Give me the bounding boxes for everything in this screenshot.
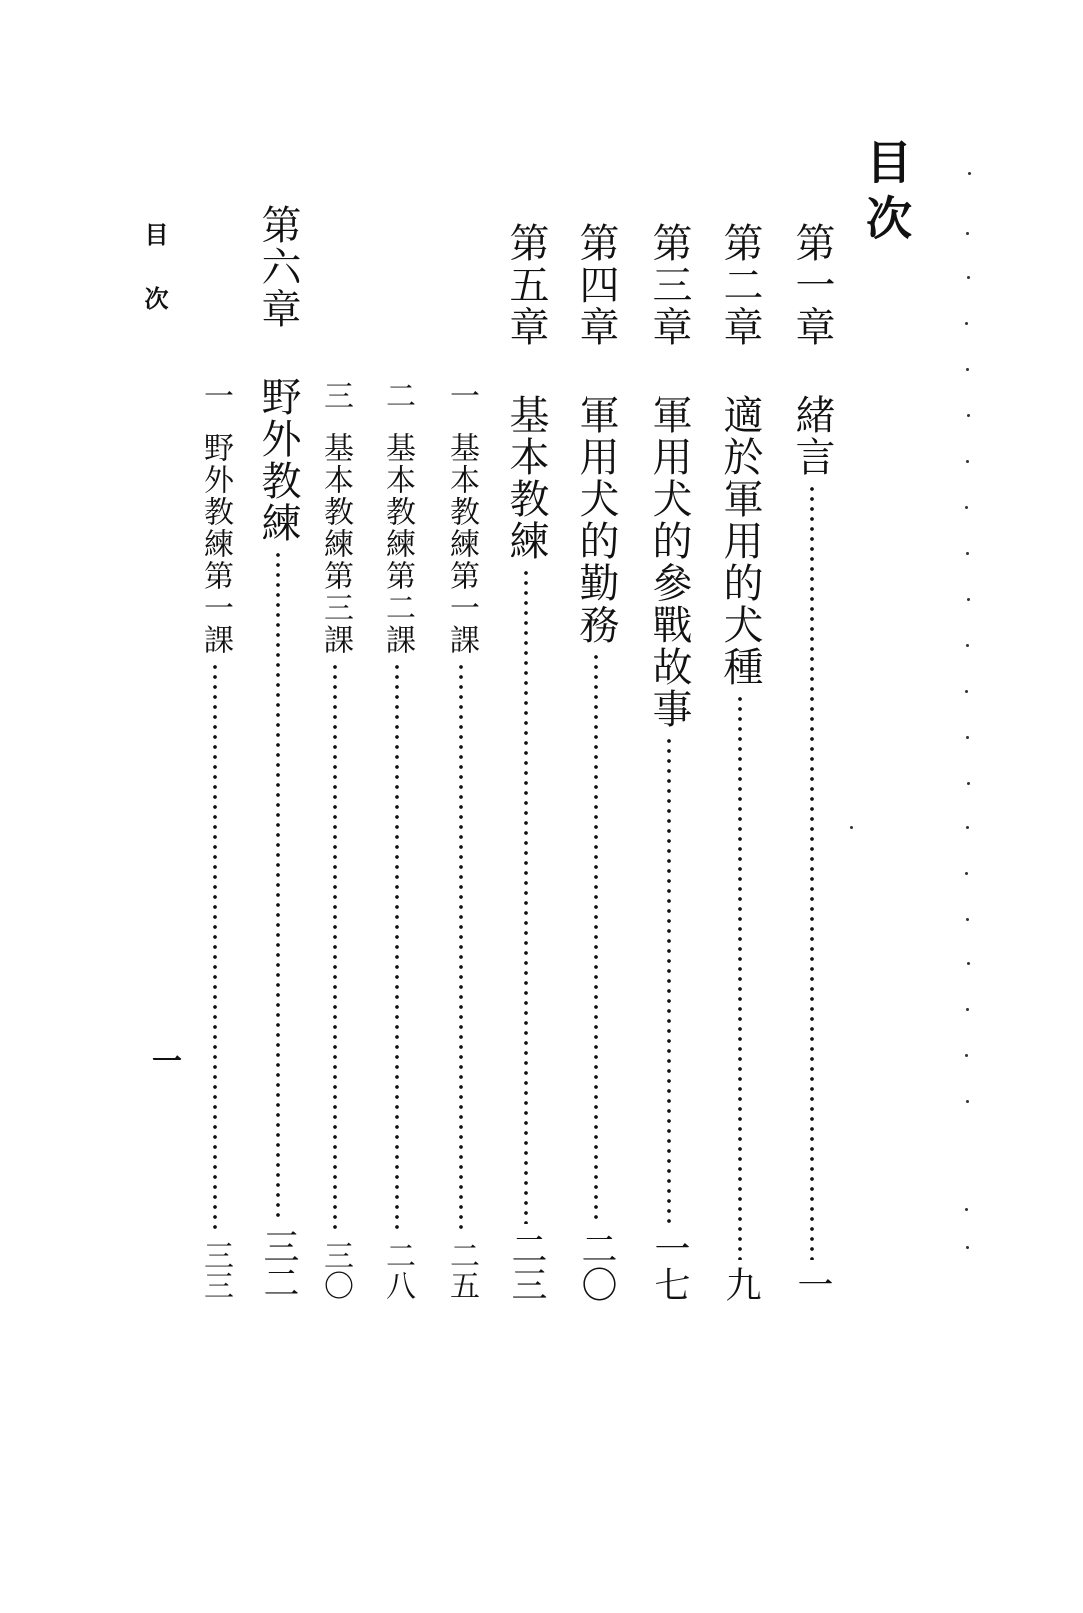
toc-entry-section bbox=[316, 380, 354, 1300]
scan-speck bbox=[967, 782, 970, 785]
dot-leader bbox=[809, 484, 815, 1260]
chapter-title: 適於軍用的犬種 bbox=[717, 394, 763, 688]
page-title: 目次 bbox=[859, 138, 913, 250]
toc-entry-section bbox=[442, 380, 480, 1300]
scan-speck bbox=[966, 644, 969, 647]
chapter-label: 第六章 bbox=[255, 204, 301, 330]
scan-speck bbox=[966, 552, 969, 555]
scan-speck bbox=[965, 1208, 968, 1211]
toc-entry-chapter-5 bbox=[502, 222, 550, 1302]
dot-leader bbox=[737, 694, 743, 1260]
scan-speck bbox=[967, 598, 970, 601]
page-number: 二〇 bbox=[576, 1230, 617, 1302]
section-number: 一 bbox=[198, 380, 233, 410]
scan-speck bbox=[967, 962, 970, 965]
scan-speck bbox=[965, 872, 968, 875]
dot-leader bbox=[458, 662, 464, 1234]
scan-speck bbox=[965, 322, 968, 325]
scan-speck bbox=[965, 1054, 968, 1057]
page-number: 九 bbox=[720, 1266, 761, 1302]
scan-speck bbox=[968, 172, 971, 175]
page-number: 二五 bbox=[444, 1240, 479, 1300]
scan-speck bbox=[965, 506, 968, 509]
scan-speck bbox=[966, 368, 969, 371]
toc-entry-chapter-2 bbox=[716, 222, 764, 1302]
chapter-title: 野外教練 bbox=[255, 376, 301, 544]
page-number: 二八 bbox=[380, 1240, 415, 1300]
scan-speck bbox=[965, 690, 968, 693]
dot-leader bbox=[212, 662, 218, 1234]
scan-speck bbox=[967, 414, 970, 417]
scan-speck bbox=[966, 736, 969, 739]
toc-entry-chapter-6 bbox=[254, 204, 302, 1300]
dot-leader bbox=[332, 662, 338, 1234]
scan-speck bbox=[966, 826, 969, 829]
chapter-title: 軍用犬的參戰故事 bbox=[646, 394, 692, 730]
section-title: 基本教練第一課 bbox=[444, 432, 479, 656]
chapter-title: 緒言 bbox=[789, 394, 835, 478]
folio: 一 bbox=[146, 1045, 181, 1075]
scan-speck bbox=[966, 1246, 969, 1249]
chapter-label: 第二章 bbox=[717, 222, 763, 348]
dot-leader bbox=[394, 662, 400, 1234]
page-number: 三二 bbox=[258, 1228, 299, 1300]
scan-speck bbox=[966, 1100, 969, 1103]
page-number: 一 bbox=[792, 1266, 833, 1302]
toc-entry-section bbox=[378, 380, 416, 1300]
running-head: 目次 bbox=[140, 222, 169, 350]
page-number: 三〇 bbox=[318, 1240, 353, 1300]
section-title: 基本教練第二課 bbox=[380, 432, 415, 656]
dot-leader bbox=[275, 550, 281, 1222]
toc-entry-chapter-3 bbox=[645, 222, 693, 1302]
scan-speck bbox=[966, 232, 969, 235]
toc-entry-chapter-4 bbox=[572, 222, 620, 1302]
chapter-title: 基本教練 bbox=[503, 394, 549, 562]
scan-speck bbox=[850, 826, 853, 829]
dot-leader bbox=[523, 568, 529, 1224]
chapter-label: 第三章 bbox=[646, 222, 692, 348]
chapter-label: 第一章 bbox=[789, 222, 835, 348]
chapter-label: 第四章 bbox=[573, 222, 619, 348]
page-number: 一七 bbox=[649, 1230, 690, 1302]
scan-speck bbox=[966, 1008, 969, 1011]
toc-entry-chapter-1 bbox=[788, 222, 836, 1302]
section-title: 基本教練第三課 bbox=[318, 432, 353, 656]
section-number: 二 bbox=[380, 380, 415, 410]
scan-speck bbox=[966, 918, 969, 921]
section-number: 三 bbox=[318, 380, 353, 410]
scan-speck bbox=[966, 460, 969, 463]
page-number: 三三 bbox=[198, 1240, 233, 1300]
chapter-label: 第五章 bbox=[503, 222, 549, 348]
dot-leader bbox=[666, 736, 672, 1224]
scan-speck bbox=[967, 276, 970, 279]
section-number: 一 bbox=[444, 380, 479, 410]
toc-entry-section bbox=[196, 380, 234, 1300]
dot-leader bbox=[593, 652, 599, 1224]
section-title: 野外教練第一課 bbox=[198, 432, 233, 656]
chapter-title: 軍用犬的勤務 bbox=[573, 394, 619, 646]
page-number: 二三 bbox=[506, 1230, 547, 1302]
